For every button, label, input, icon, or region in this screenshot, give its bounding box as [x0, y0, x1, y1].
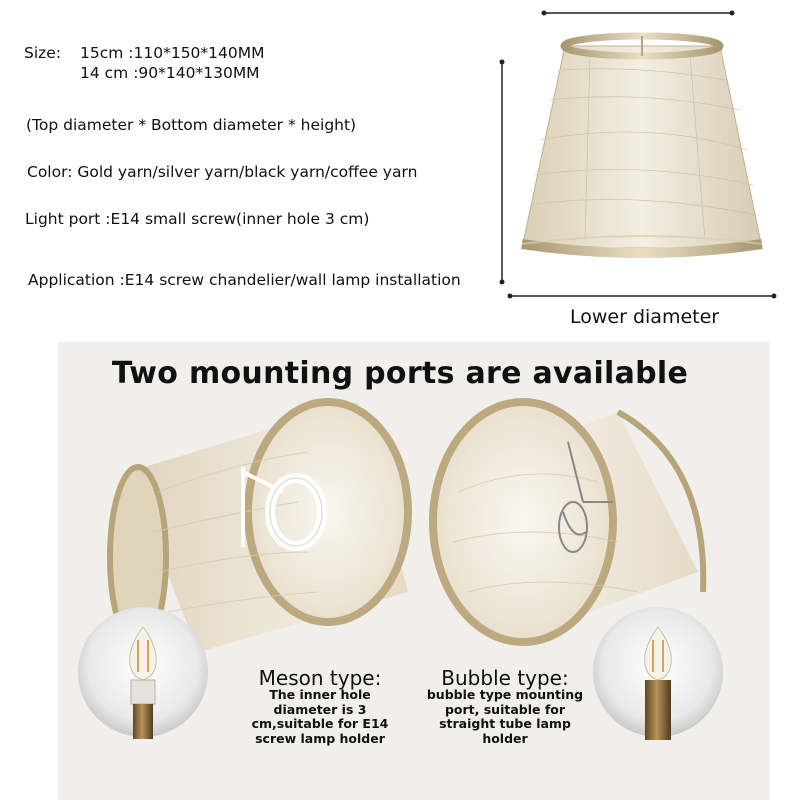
mounting-ports-illustration: [58, 342, 770, 800]
headline: Two mounting ports are available: [111, 356, 689, 391]
bubble-bulb-inset: [593, 607, 723, 740]
meson-bulb-inset: [78, 607, 208, 739]
lampshade-illustration: [522, 36, 762, 253]
lampshade-dimension-diagram: [490, 0, 800, 340]
bubble-type-description: bubble type mounting port, suitable for straight tube lamp holder: [426, 687, 584, 746]
height-arrow: [500, 60, 505, 285]
size-14cm: 14 cm :90*140*130MM: [80, 64, 260, 82]
size-label: Size:: [24, 44, 62, 62]
meson-type-description: The inner hole diameter is 3 cm,suitable for E14 screw lamp holder: [251, 687, 389, 746]
spec-panel: [0, 0, 490, 340]
bubble-type-title: Bubble type:: [441, 666, 569, 690]
meson-type-title: Meson type:: [258, 666, 382, 690]
dimensions-note: (Top diameter * Bottom diameter * height): [26, 116, 357, 134]
lower-diameter-arrow: [508, 294, 777, 299]
bubble-type-shade: [433, 402, 703, 642]
top-diameter-arrow: [542, 11, 735, 16]
lower-diameter-label: Lower diameter: [570, 306, 720, 328]
color-options: Color: Gold yarn/silver yarn/black yarn/coffee yarn: [27, 163, 418, 181]
light-port: Light port :E14 small screw(inner hole 3 cm): [25, 210, 370, 228]
application: Application :E14 screw chandelier/wall lamp installation: [28, 271, 461, 289]
mounting-ports-photo: [58, 342, 770, 800]
size-15cm: 15cm :110*150*140MM: [80, 44, 265, 62]
